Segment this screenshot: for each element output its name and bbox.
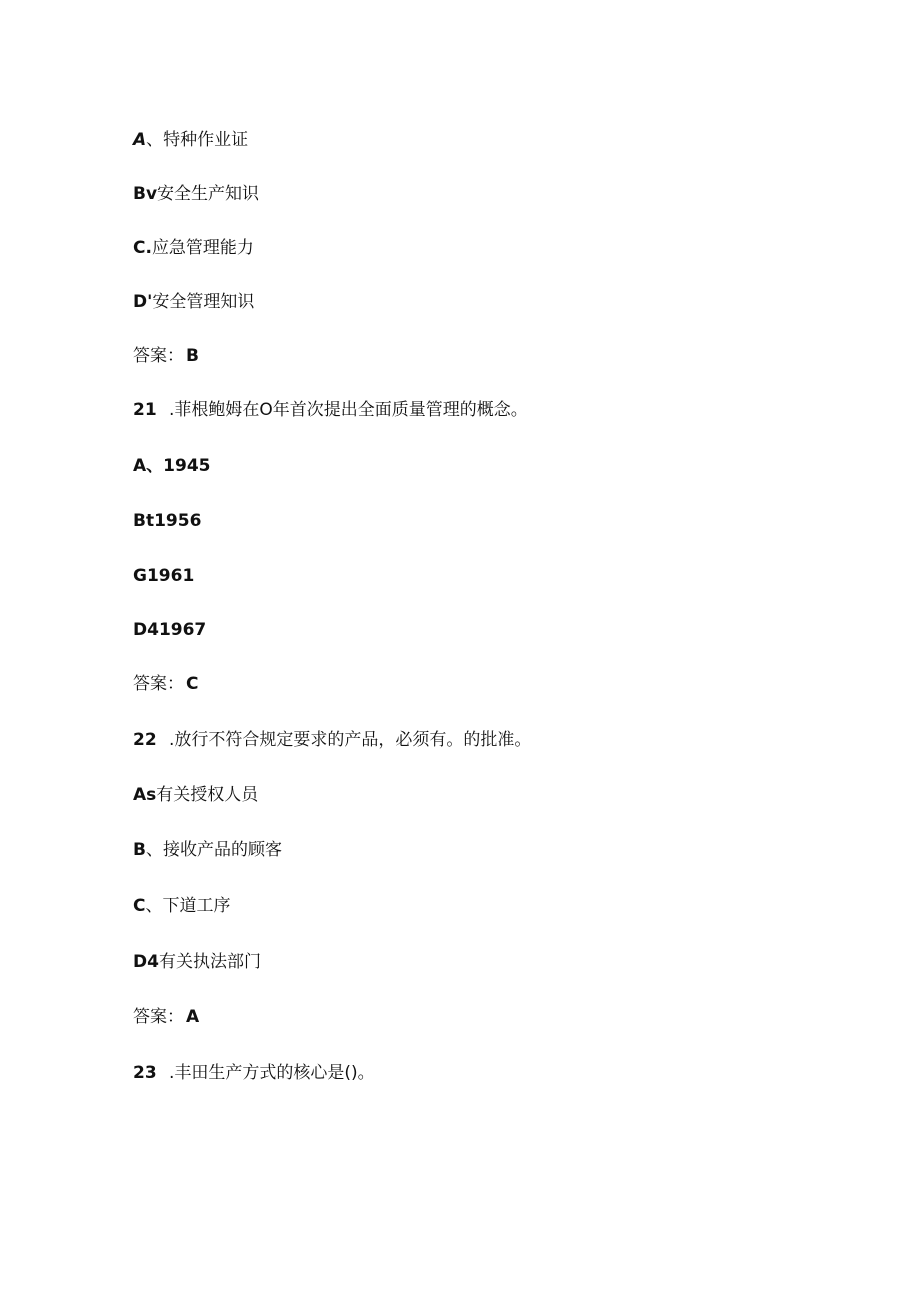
question-23: [133, 1062, 375, 1084]
question-21: [133, 399, 528, 421]
option-a-line: [133, 455, 210, 477]
option-c-line: [133, 895, 230, 917]
option-label: Bt1956: [133, 511, 202, 531]
option-text: 、下道工序: [145, 896, 231, 916]
question-22: [133, 729, 531, 751]
question-number: 23: [133, 1063, 157, 1083]
option-c-line: [133, 237, 254, 259]
option-d-line: [133, 291, 254, 313]
option-b-line: [133, 183, 259, 205]
answer-label: 答案：: [133, 1007, 184, 1027]
question-text: .丰田生产方式的核心是()。: [169, 1063, 375, 1083]
option-text: 有关授权人员: [156, 785, 259, 805]
option-text: 、接收产品的顾客: [145, 840, 282, 860]
question-text: .菲根鲍姆在O年首次提出全面质量管理的概念。: [169, 400, 528, 420]
option-label: Bv: [133, 184, 158, 204]
option-label: D': [133, 292, 153, 312]
answer-label: 答案：: [133, 346, 184, 366]
answer-line: [133, 345, 199, 367]
option-label: B: [133, 840, 146, 860]
option-label: G1961: [133, 566, 195, 586]
option-text: 、特种作业证: [146, 130, 249, 150]
option-c-line: [133, 565, 194, 587]
option-text: 安全生产知识: [157, 184, 260, 204]
question-text: .放行不符合规定要求的产品，必须有。的批准。: [169, 730, 532, 750]
option-text: 应急管理能力: [151, 238, 254, 258]
question-number: 22: [133, 730, 157, 750]
answer-value: B: [186, 346, 199, 366]
option-label: As: [133, 785, 157, 805]
option-a-line: [133, 784, 258, 806]
answer-label: 答案：: [133, 674, 184, 694]
option-label: A、1945: [133, 456, 211, 476]
answer-line: [133, 1006, 199, 1028]
option-d-line: [133, 951, 261, 973]
option-d-line: [133, 619, 206, 641]
option-label: C.: [133, 238, 152, 258]
option-label: C: [133, 896, 146, 916]
option-text: 有关执法部门: [158, 952, 261, 972]
option-label: D41967: [133, 620, 207, 640]
answer-value: C: [186, 674, 199, 694]
option-label: A: [133, 130, 147, 150]
option-text: 安全管理知识: [152, 292, 255, 312]
option-b-line: [133, 839, 282, 861]
answer-value: A: [186, 1007, 200, 1027]
option-label: D4: [133, 952, 159, 972]
answer-line: [133, 673, 198, 695]
question-number: 21: [133, 400, 157, 420]
option-b-line: [133, 510, 201, 532]
option-a-line: [133, 129, 248, 151]
